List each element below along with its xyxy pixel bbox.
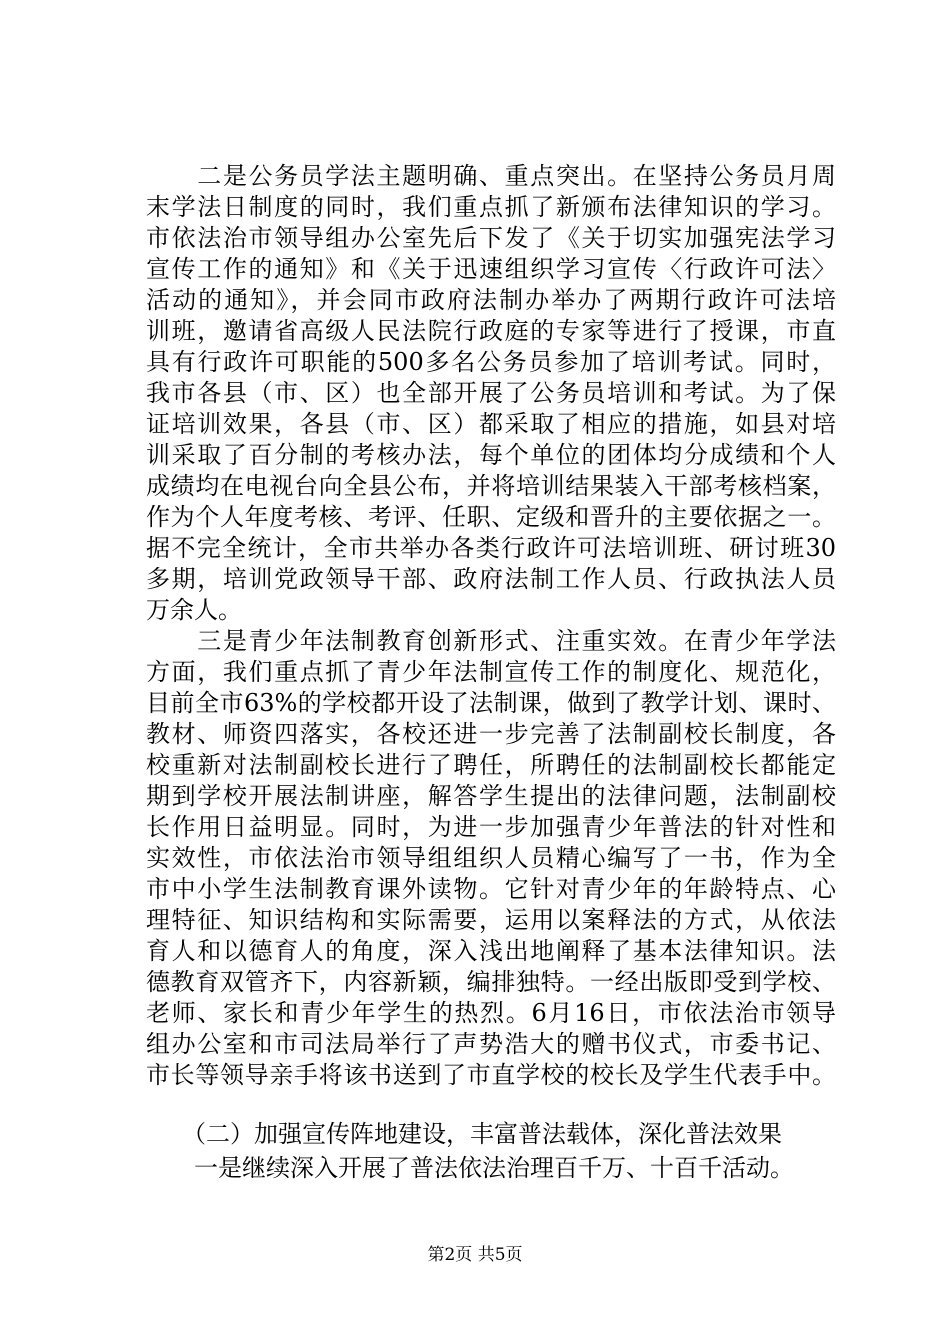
paragraph-2-line-10: 理特征、知识结构和实际需要，运用以案释法的方式，从依法 <box>146 906 836 934</box>
paragraph-2-line-3: 目前全市63%的学校都开设了法制课，做到了教学计划、课时、 <box>146 689 836 717</box>
paragraph-1-line-2: 末学法日制度的同时，我们重点抓了新颁布法律知识的学习。 <box>146 193 836 221</box>
paragraph-1-line-13: 据不完全统计，全市共举办各类行政许可法培训班、研讨班30 <box>146 534 836 562</box>
paragraph-2-line-12: 德教育双管齐下，内容新颖，编排独特。一经出版即受到学校、 <box>146 968 836 996</box>
paragraph-1-line-3: 市依法治市领导组办公室先后下发了《关于切实加强宪法学习 <box>146 224 836 252</box>
paragraph-2-line-9: 市中小学生法制教育课外读物。它针对青少年的年龄特点、心 <box>146 875 836 903</box>
paragraph-1-line-6: 训班，邀请省高级人民法院行政庭的专家等进行了授课，市直 <box>146 317 836 345</box>
paragraph-2-line-7: 长作用日益明显。同时，为进一步加强青少年普法的针对性和 <box>146 813 836 841</box>
paragraph-2-line-4: 教材、师资四落实，各校还进一步完善了法制副校长制度，各 <box>146 720 836 748</box>
paragraph-1-line-12: 作为个人年度考核、考评、任职、定级和晋升的主要依据之一。 <box>146 503 836 531</box>
paragraph-2-line-15: 市长等领导亲手将该书送到了市直学校的校长及学生代表手中。 <box>146 1061 836 1089</box>
paragraph-1-line-15: 万余人。 <box>146 596 242 624</box>
paragraph-1-line-8: 我市各县（市、区）也全部开展了公务员培训和考试。为了保 <box>146 379 836 407</box>
paragraph-2-line-11: 育人和以德育人的角度，深入浅出地阐释了基本法律知识。法 <box>146 937 836 965</box>
paragraph-2-line-2: 方面，我们重点抓了青少年法制宣传工作的制度化、规范化， <box>146 658 836 686</box>
paragraph-1-line-14: 多期，培训党政领导干部、政府法制工作人员、行政执法人员 <box>146 565 836 593</box>
paragraph-4-line-1: 一是继续深入开展了普法依法治理百千万、十百千活动。 <box>146 1154 794 1182</box>
paragraph-2-line-14: 组办公室和市司法局举行了声势浩大的赠书仪式，市委书记、 <box>146 1030 836 1058</box>
paragraph-1-line-1: 二是公务员学法主题明确、重点突出。在坚持公务员月周 <box>146 162 836 190</box>
paragraph-1-line-11: 成绩均在电视台向全县公布，并将培训结果装入干部考核档案， <box>146 472 836 500</box>
paragraph-2-line-5: 校重新对法制副校长进行了聘任，所聘任的法制副校长都能定 <box>146 751 836 779</box>
paragraph-2-line-6: 期到学校开展法制讲座，解答学生提出的法律问题，法制副校 <box>146 782 836 810</box>
paragraph-2-line-13: 老师、家长和青少年学生的热烈。6月16日，市依法治市领导 <box>146 999 836 1027</box>
paragraph-1-line-10: 训采取了百分制的考核办法，每个单位的团体均分成绩和个人 <box>146 441 836 469</box>
paragraph-2-line-1: 三是青少年法制教育创新形式、注重实效。在青少年学法 <box>146 627 836 655</box>
section-heading: （二）加强宣传阵地建设，丰富普法载体，深化普法效果 <box>146 1120 782 1148</box>
paragraph-1-line-7: 具有行政许可职能的500多名公务员参加了培训考试。同时， <box>146 348 836 376</box>
paragraph-2-line-8: 实效性，市依法治市领导组组织人员精心编写了一书，作为全 <box>146 844 836 872</box>
page-number-footer: 第2页 共5页 <box>427 1245 523 1265</box>
paragraph-1-line-5: 活动的通知》，并会同市政府法制办举办了两期行政许可法培 <box>146 286 836 314</box>
paragraph-1-line-4: 宣传工作的通知》和《关于迅速组织学习宣传〈行政许可法〉 <box>146 255 836 283</box>
paragraph-1-line-9: 证培训效果，各县（市、区）都采取了相应的措施，如县对培 <box>146 410 836 438</box>
